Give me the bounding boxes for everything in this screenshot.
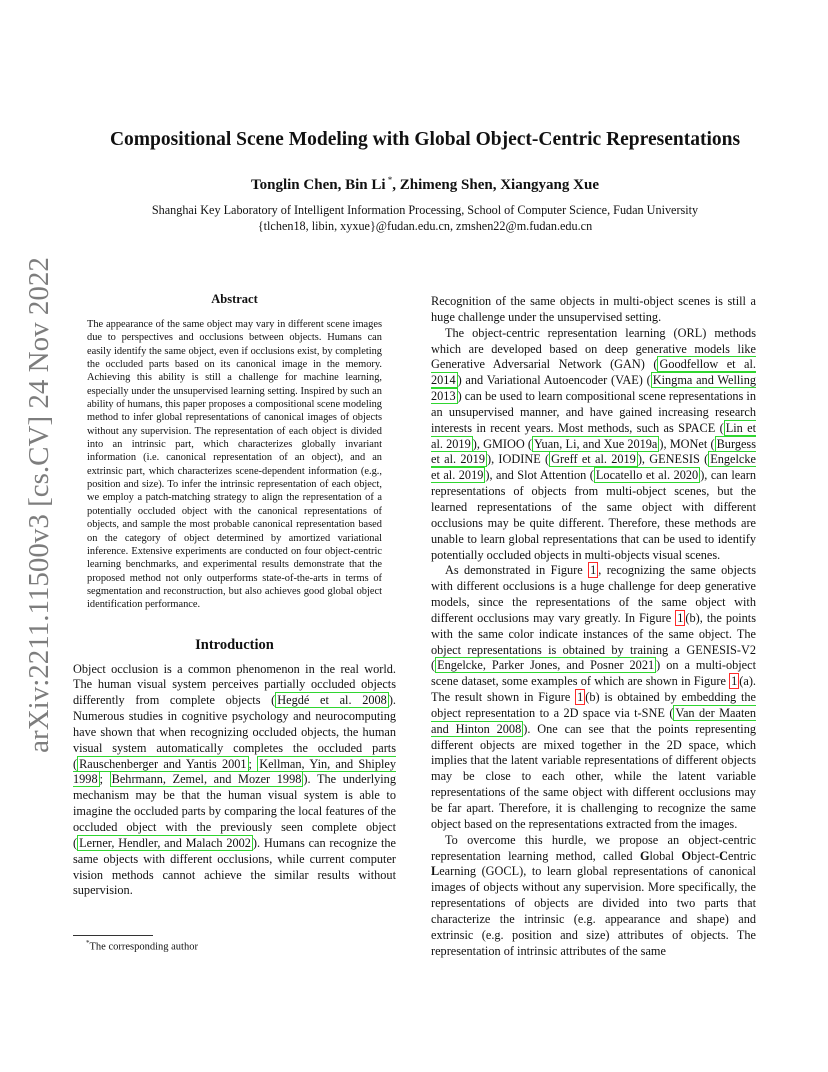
text-run: ). Numerous studies in cognitive psychology and neurocomputing have shown that when recognizing occluded objects, the human visual system automatically completes the occluded parts ( <box>73 693 396 771</box>
text-run: (a). The result shown in Figure <box>431 674 756 705</box>
bold-letter: C <box>719 848 728 863</box>
intro-paragraph-1 <box>73 662 396 900</box>
paper-title: Compositional Scene Modeling with Global Object-Centric Representations <box>109 129 741 150</box>
citation-link[interactable]: Burgess et al. 2019 <box>431 436 756 467</box>
right-paragraph-2 <box>431 563 756 832</box>
citation-link[interactable]: Locatello et al. 2020 <box>595 468 699 483</box>
footnote-text: The corresponding author <box>89 941 198 953</box>
citation-link[interactable]: Lerner, Hendler, and Malach 2002 <box>79 835 251 850</box>
text-run: (b), the points with the same color indicate instances of the same object. The object representations is obtained by training a GENESIS-V2 ( <box>431 610 756 673</box>
citation-link[interactable]: Kellman, Yin, and Shipley 1998 <box>73 756 396 787</box>
right-column <box>431 294 756 959</box>
text-run: ; <box>248 756 258 771</box>
introduction-heading: Introduction <box>195 636 274 653</box>
citation-link[interactable]: Greff et al. 2019 <box>551 452 636 467</box>
text-run: ). The underlying mechanism may be that the human visual system is able to imagine the occluded parts by comparing the local features of the occluded object with the previously seen complete object ( <box>73 772 396 850</box>
figure-ref-link[interactable]: 1 <box>677 610 684 625</box>
text-run: ), and Slot Attention ( <box>485 468 594 483</box>
right-paragraph-0: Recognition of the same objects in multi-object scenes is still a huge challenge under the unsupervised setting. <box>431 294 756 324</box>
citation-link[interactable]: Lin et al. 2019 <box>431 420 756 451</box>
right-paragraph-3 <box>431 833 756 960</box>
text-run: ) can be used to learn compositional scene representations in an unsupervised manner, and have gained increasing research interests in recent years. Most methods, such as SPACE ( <box>431 389 756 435</box>
citation-link[interactable]: Yuan, Li, and Xue 2019a <box>534 436 658 451</box>
arxiv-stamp-svg <box>18 257 58 753</box>
right-paragraph-1 <box>431 326 756 564</box>
bold-letter: G <box>639 848 650 863</box>
arxiv-id: arXiv:2211.11500v3 [cs.CV] 24 Nov 2022 <box>23 257 55 753</box>
citation-link[interactable]: Hegdé et al. 2008 <box>277 693 387 708</box>
text-run: As demonstrated in Figure <box>445 563 589 578</box>
text-run: ), can learn representations of objects from multi-object scenes, but the learned representations of the same object with different occlusions may be quite different. Therefore, these methods are unable to learn global representations that can be used to identify potentially occluded objects in multi-objects visual scenes. <box>431 468 756 562</box>
citation-link[interactable]: Van der Maaten and Hinton 2008 <box>431 705 756 736</box>
affiliation-line: Shanghai Key Laboratory of Intelligent Information Processing, School of Computer Science, Fudan University <box>151 203 699 217</box>
figure-ref-link[interactable]: 1 <box>577 690 584 705</box>
text-run: Object occlusion is a common phenomenon in the real world. The human visual system perceives partially occluded objects differently from complete objects ( <box>73 661 396 708</box>
citation-link[interactable]: Kingma and Welling 2013 <box>431 373 756 404</box>
arxiv-stamp <box>18 257 58 753</box>
abstract-text: The appearance of the same object may vary in different scene images due to perspectives and occlusions between objects. Humans can easily identify the same object, even if occlusions exist, by completing the occluded parts based on its canonical image in the memory. Achieving this ability is still a challenge for machine learning, especially under the unsupervised learning setting. Inspired by such an ability of humans, this paper proposes a compositional scene modeling method to infer global representations of canonical images of objects without any supervision. The representation of each object is divided into an intrinsic part, which characterizes globally invariant information (i.e. canonical representation of an object), and an extrinsic part, which characterizes scene-dependent information (e.g., position and size). To infer the intrinsic representation of each object, we employ a patch-matching strategy to align the representation of a potentially occluded object with the canonical representations of objects, and sample the most probable canonical representation based on the category of object determined by amortized variational inference. Extensive experiments are conducted on four object-centric learning benchmarks, and experimental results demonstrate that the proposed method not only outperforms state-of-the-arts in terms of segmentation and reconstruction, but also achieves good global object identification performance. <box>87 319 382 611</box>
footnote-mark: * <box>86 939 90 947</box>
left-column <box>73 292 396 899</box>
author-rest: , Zhimeng Shen, Xiangyang Xue <box>392 177 599 193</box>
citation-link[interactable]: Rauschenberger and Yantis 2001 <box>79 756 247 771</box>
author-emails: {tlchen18, libin, xyxue}@fudan.edu.cn, zmshen22@m.fudan.edu.cn <box>257 219 593 233</box>
text-run: earning (GOCL), to learn global representations of canonical images of objects without any supervision. More specifically, the representations of objects are divided into two parts that characterize the intrinsic (e.g. appearance and shape) and extrinsic (e.g. position and size) attributes of objects. The representation of intrinsic attributes of the same <box>431 864 756 958</box>
author-mark: * <box>385 175 393 185</box>
text-run: To overcome this hurdle, we propose an object-centric representation learning method, called <box>431 832 756 863</box>
text-run: (b) is obtained by embedding the object representation to a 2D space via t-SNE ( <box>431 690 756 720</box>
text-run: , recognizing the same objects with different occlusions is a huge challenge for deep generative models, since the representations of the same object with different occlusions may vary greatly. In Figure <box>431 563 756 625</box>
figure-ref-link[interactable]: 1 <box>590 563 597 578</box>
text-run: ), IODINE ( <box>486 452 550 467</box>
citation-link[interactable]: Behrmann, Zemel, and Mozer 1998 <box>111 772 302 787</box>
text-run: entric <box>728 848 756 863</box>
text-run: ), GMIOO ( <box>472 436 533 451</box>
text-run: ). One can see that the points representing different objects are mixed together in the 2D space, which implies that the latent variable representations of different objects may be close to each other, while the latent variable representations of the same object with different occlusions may be far apart. Therefore, it is challenging to recognize the same object based on the representations extracted from the images. <box>431 721 756 831</box>
text-run: ) on a multi-object scene dataset, some examples of which are shown in Figure <box>431 658 756 689</box>
text-run: ). Humans can recognize the same objects with different occlusions, while current computer vision methods cannot achieve the similar results without supervision. <box>73 835 396 898</box>
footnote <box>86 939 198 953</box>
bold-letter: O <box>681 848 692 863</box>
figure-ref-link[interactable]: 1 <box>731 674 738 689</box>
citation-link[interactable]: Goodfellow et al. 2014 <box>431 357 756 388</box>
citation-link[interactable]: Engelcke, Parker Jones, and Posner 2021 <box>437 658 655 673</box>
abstract-heading: Abstract <box>211 292 258 306</box>
citation-link[interactable]: Engelcke et al. 2019 <box>431 452 756 483</box>
bold-letter: L <box>431 864 440 879</box>
text-run: lobal <box>649 848 682 863</box>
footnote-rule <box>73 935 153 936</box>
text-run: The object-centric representation learning (ORL) methods which are developed based on deep generative models like Generative Adversarial Network (GAN) ( <box>431 325 756 372</box>
text-run: bject- <box>691 848 720 863</box>
text-run: ), GENESIS ( <box>637 452 709 467</box>
text-run: ; <box>99 772 110 787</box>
text-run: ), MONet ( <box>659 436 715 451</box>
text-run: ) and Variational Autoencoder (VAE) ( <box>457 373 651 388</box>
author-first: Tonglin Chen, Bin Li <box>251 177 386 193</box>
affiliation <box>60 202 790 234</box>
author-list <box>60 175 790 194</box>
